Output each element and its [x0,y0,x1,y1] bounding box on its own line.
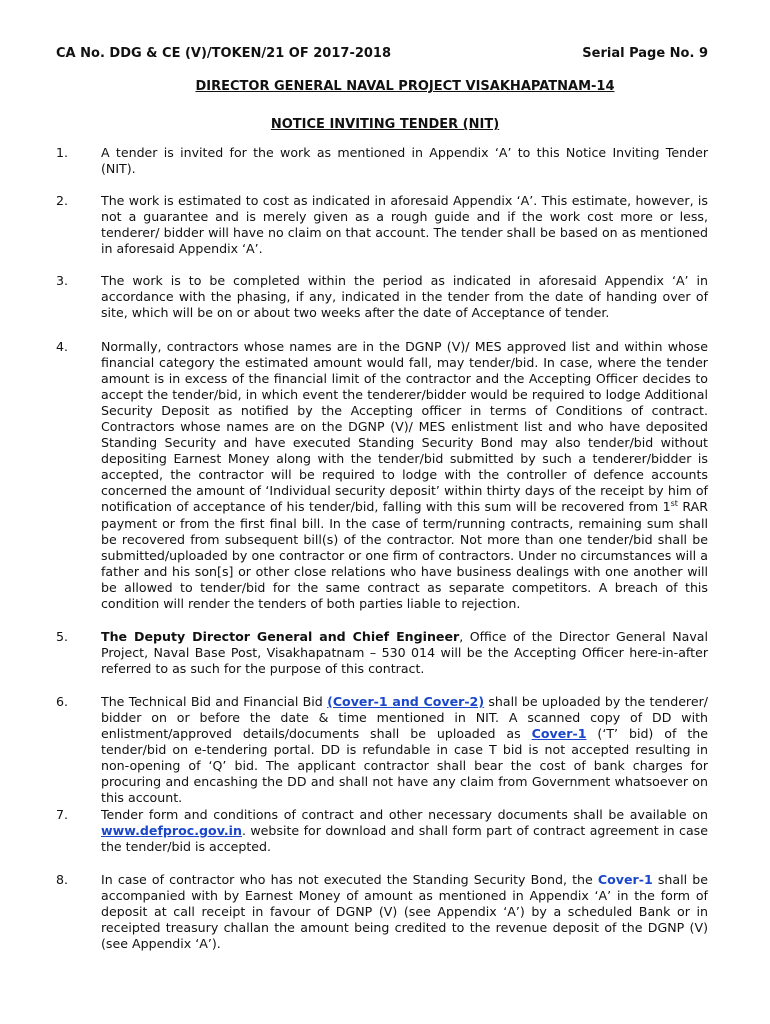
page-header [56,46,708,64]
cover-1-reference: Cover-1 [597,872,653,887]
paragraph-7 [56,807,708,855]
paragraph-1 [56,145,708,177]
serial-page-number: Serial Page No. 9 [582,46,708,61]
paragraph-number: 2. [56,193,69,208]
paragraph-2 [56,193,708,257]
paragraph-number: 7. [56,807,69,822]
paragraph-number: 4. [56,339,69,354]
paragraph-text-part: Normally, contractors whose names are in the DGNP (V)/ MES approved list and within whose financial category the estimated amount would fall, may tender/bid. In case, where the tender amount is in excess of the financial limit of the contractor and the Accepting Officer decides to accept the tender/bid, in which event the tenderer/bidder would be required to lodge Additional Security Deposit as notified by the Accepting officer in terms of Conditions of contract. Contractors whose names are on the DGNP (V)/ MES enlistment list and who have deposited Standing Security and have executed Standing Security Bond may also tender/bid without depositing Earnest Money along with the tender/bid submitted by such a tenderer/bidder is accepted, the contractor will be required to lodge with the controller of defence accounts concerned the amount of ‘Individual security deposit’ within thirty days of the receipt by him of notification of acceptance of his tender/bid, falling with this sum will be recovered from 1 [101,339,708,515]
paragraph-text-part: Tender form and conditions of contract and other necessary documents shall be available on [101,807,708,822]
paragraph-text [101,807,708,855]
paragraph-text-part: (‘T’ bid) of the tender/bid on e-tendering portal. DD is refundable in case T bid is not accepted resulting in non-opening of ‘Q’ bid. The applicant contractor shall bear the cost of bank charges for procuring and encashing the DD and shall not have any claim from Government whatsoever on this account. [101,726,708,806]
paragraph-text [101,872,708,952]
notice-title: NOTICE INVITING TENDER (NIT) [270,117,500,132]
paragraph-text-part: shall be accompanied with by Earnest Money of amount as mentioned in Appendix ‘A’ in the form of deposit at call receipt in favour of DGNP (V) (see Appendix ‘A’) by a scheduled Bank or in receipted treasury challan the amount being credited to the revenue deposit of the DGNP (V) (see Appendix ‘A’). [101,872,708,952]
paragraph-text: The work is to be completed within the period as indicated in aforesaid Appendix ‘A’ in accordance with the phasing, if any, indicated in the tender from the date of handing over of site, which will be on or about two weeks after the date of Acceptance of tender. [101,273,708,321]
paragraph-text-part: . website for download and shall form part of contract agreement in case the tender/bid is accepted. [101,823,708,855]
accepting-officer-title: The Deputy Director General and Chief Engineer [101,629,460,644]
paragraph-3 [56,273,708,321]
paragraph-6 [56,694,708,806]
paragraph-5 [56,629,708,677]
paragraph-number: 8. [56,872,69,887]
paragraph-text-part: shall be uploaded by the tenderer/ bidder on or before the date & time mentioned in NIT. A scanned copy of DD with enlistment/approved details/documents shall be uploaded as [101,694,709,742]
paragraph-text: A tender is invited for the work as mentioned in Appendix ‘A’ to this Notice Inviting Tender (NIT). [101,145,708,177]
paragraph-text-part: , Office of the Director General Naval Project, Naval Base Post, Visakhapatnam – 530 014 will be the Accepting Officer here-in-after referred to as such for the purpose of this contract. [101,629,709,677]
paragraph-number: 3. [56,273,69,288]
cover-1-and-2-reference: (Cover-1 and Cover-2) [327,694,485,709]
paragraph-text: The work is estimated to cost as indicated in aforesaid Appendix ‘A’. This estimate, however, is not a guarantee and is merely given as a rough guide and if the work cost more or less, tenderer/ bidder will have no claim on that account. The tender shall be based on as mentioned in aforesaid Appendix ‘A’. [101,193,708,257]
paragraph-text [101,339,708,612]
office-title: DIRECTOR GENERAL NAVAL PROJECT VISAKHAPATNAM-14 [195,79,615,94]
paragraph-text [101,694,708,806]
paragraph-text [101,629,708,677]
paragraph-number: 6. [56,694,69,709]
paragraph-8 [56,872,708,952]
paragraph-number: 5. [56,629,69,644]
paragraph-4 [56,339,708,612]
paragraph-text-part: RAR payment or from the first final bill. In the case of term/running contracts, remaining sum shall be recovered from subsequent bill(s) of the contractor. Not more than one tender/bid shall be submitted/uploaded by one contractor or one firm of contractors. Under no circumstances will a father and his son[s] or other close relations who have business dealings with one another will be allowed to tender/bid for the same contract as separate competitors. A breach of this condition will render the tenders of both parties liable to rejection. [101,499,709,611]
ca-number: CA No. DDG & CE (V)/TOKEN/21 OF 2017-2018 [56,46,392,61]
superscript: st [670,499,678,509]
paragraph-text-part: The Technical Bid and Financial Bid [101,694,328,709]
defproc-website-link[interactable]: www.defproc.gov.in [101,823,242,839]
paragraph-text-part: In case of contractor who has not executed the Standing Security Bond, the [101,872,598,887]
cover-1-reference: Cover-1 [531,726,587,742]
paragraph-number: 1. [56,145,69,160]
